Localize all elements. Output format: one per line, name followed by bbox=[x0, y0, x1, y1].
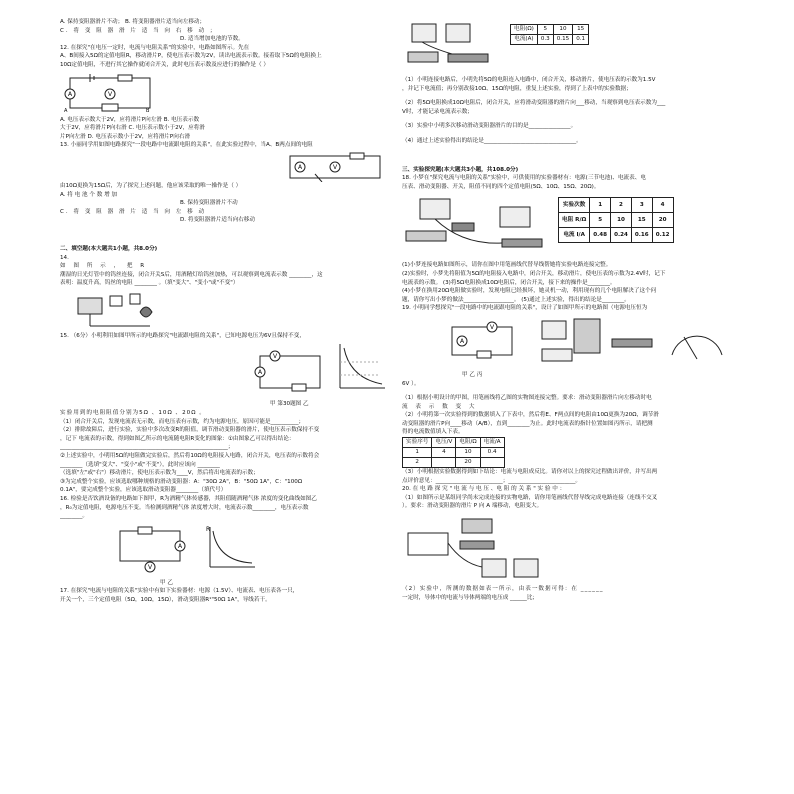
table-cell: 0.16 bbox=[631, 228, 652, 243]
text-line: （2）排除故障后，进行实验，实验中多次改变R的阻值，调节滑动变阻器的滑片，使电压表示数保持不变 bbox=[60, 427, 320, 434]
text-line: (4)小梦在换用20Ω电阻做实验时，发现电阻已经损坏，她灵机一动，利用现有的几个电阻解决了这个问 bbox=[402, 288, 657, 295]
table-cell: 0.15 bbox=[553, 35, 572, 45]
text-line: 表明：温度升高，钨丝的电阻 ________ 。（填"变大"、"变小"或"不变"） bbox=[60, 280, 239, 287]
table-cell: 0.24 bbox=[611, 228, 632, 243]
question-16: 16. 检验是否饮酒设备的电路如下图甲，R为酒精气体传感器，其阻值随酒精气体 浓度的变化曲线如图乙 bbox=[60, 496, 317, 502]
option-line: C. 将 变 阻 器 滑 片 适 当 向 左 移 动 bbox=[60, 208, 207, 215]
text-line: （2）将5Ω电阻换成10Ω电阻后，闭合开关，应将滑动变阻器的滑片向___移动，当观察到电压表示数为___ bbox=[402, 100, 666, 107]
svg-text:A: A bbox=[460, 337, 465, 345]
text-line: 电流表的示数。 (3)将5Ω电阻换成10Ω电阻后，闭合开关，接下来的操作是________。 bbox=[402, 279, 616, 286]
text-line: 10Ω定值电阻，不进行其它操作就闭合开关，此时电压表示数及应进行的操作是（ ） bbox=[60, 61, 269, 68]
table-cell: 0.48 bbox=[590, 228, 611, 243]
circuit-figures-q19 bbox=[402, 315, 732, 369]
table-cell: 电流(A) bbox=[511, 35, 538, 45]
table-cell: 电阻(Ω) bbox=[511, 25, 538, 35]
table-cell: 3 bbox=[631, 198, 652, 213]
text-line: （3）小明根据实验数据得到如下结论：电流与电阻成反比。请你对以上的探究过程做出评价，并写出两 bbox=[402, 469, 658, 476]
text-line: A. 保持变阻器滑片不动； B. 将变阻器滑片适当向左移动； bbox=[60, 19, 206, 25]
table-cell: 10 bbox=[611, 213, 632, 228]
text-line: 0.1A"，要完成整个实验，应该选取滑动变阻器________（填代号） bbox=[60, 487, 227, 494]
table-cell: 电流 I/A bbox=[559, 228, 590, 243]
text-line: ③为完成整个实验，应该选取哪种规格的滑动变阻器：A："30Ω 2A"，B："50Ω 1A"，C："100Ω bbox=[60, 478, 303, 485]
sensor-circuit-figure bbox=[60, 523, 260, 577]
text-line: A、B间接入5Ω的定值电阻R，移动滑片P，使电压表示数为2V，读出电流表示数。接着取下5Ω的电阻换上 bbox=[60, 53, 322, 60]
right-column bbox=[402, 18, 732, 602]
text-line: D. 适当增加电池的节数。 bbox=[180, 36, 244, 43]
table-cell: 2 bbox=[403, 458, 432, 468]
svg-text:V: V bbox=[273, 353, 278, 361]
table-cell: 4 bbox=[432, 448, 456, 458]
svg-text:V: V bbox=[108, 90, 113, 98]
figure-caption: 甲 乙 bbox=[160, 579, 173, 586]
option-line: B. 保持变阻器滑片不动 bbox=[180, 200, 238, 207]
svg-text:V: V bbox=[148, 563, 153, 571]
text-line: 题，请你写出小梦的做法__________________。 (5)通过上述实验，得出的结论是________。 bbox=[402, 296, 630, 303]
table-cell bbox=[480, 458, 504, 468]
text-line: ，记下 电流表的示数，得到如图乙所示的电流随电阻R变化的图象：①由图象乙可以得出结论： bbox=[60, 435, 295, 442]
apparatus-figure-q18 bbox=[402, 193, 552, 261]
text-line: 压表、滑动变阻器、开关，阻值不同的四个定值电阻(5Ω、10Ω、15Ω、20Ω)。 bbox=[402, 183, 600, 190]
text-line: 6V ）。 bbox=[402, 380, 420, 387]
table-cell: 5 bbox=[590, 213, 611, 228]
question-13: 13. 小丽同学用如图电路探究"一段电路中电流跟电阻的关系"，在此实验过程中，当A、B两点间的电阻 bbox=[60, 142, 313, 149]
svg-text:A: A bbox=[68, 90, 73, 98]
table-cell: 5 bbox=[537, 25, 553, 35]
text-line: （选填"左"或"右"）移动滑片，使电压表示数为____V，然后将出电流表的示数； bbox=[60, 470, 259, 477]
question-14: 14. bbox=[60, 254, 69, 261]
data-table-1 bbox=[510, 24, 589, 45]
figure-row bbox=[402, 18, 732, 76]
data-table-2 bbox=[558, 197, 674, 243]
circuit-figure-q13 bbox=[60, 150, 390, 182]
question-18: 18. 小梦在"探究电流与电阻的关系"实验中，可供使用的实验器材有：电源(三节电池)、电流表、电 bbox=[402, 175, 646, 182]
table-cell: 2 bbox=[611, 198, 632, 213]
table-cell: 0.3 bbox=[537, 35, 553, 45]
svg-text:A: A bbox=[64, 107, 68, 114]
text-line: 开关一个，三个定值电阻（5Ω，10Ω，15Ω），滑动变阻器R¹"50Ω 1A"，导线若干。 bbox=[60, 596, 271, 603]
option-line: 片P向左滑 D. 电压表示数小于2V，应将滑片P向右滑 bbox=[60, 133, 191, 140]
text-line: ）。要求：滑动变阻器的滑片 P 向 A 端移动，电阻变大。 bbox=[402, 503, 543, 510]
text-line: （1）如图所示是某组同学尚未完成连接的实物电路，请你用笔画线代替导线完成电路连接（连线不交叉 bbox=[402, 494, 658, 501]
text-line: (1)小梦连接电路如图所示，请你在图中用笔画线代替导线帮她将实验电路连接完整。 bbox=[402, 262, 612, 269]
question-17: 17. 在探究"电流与电阻的关系"实验中有如下实验器材：电源（1.5V）、电流表、电压表各一只， bbox=[60, 588, 299, 595]
option-line: D. 将变阻器滑片适当向右移动 bbox=[180, 217, 255, 224]
table-cell: 0.12 bbox=[652, 228, 673, 243]
text-line: ②上述实验中，小明用5Ω的电阻做完实验后，然后将10Ω的电阻接入电路，闭合开关，电压表的示数将会 bbox=[60, 453, 320, 460]
svg-text:A: A bbox=[258, 369, 263, 377]
table-cell: 0.1 bbox=[573, 35, 589, 45]
svg-text:A: A bbox=[178, 542, 183, 550]
text-line: 动变阻器的滑片P向____移动（A/B），直到________为止。此时电流表的指针位置如图丙所示，请把测 bbox=[402, 420, 653, 427]
table-cell: 4 bbox=[652, 198, 673, 213]
text-line: ____________________________________________________________； bbox=[60, 444, 234, 451]
text-line: ，R₀为定值电阻，电源电压不变。当检测到酒精气体 浓度增大时，电流表示数________，电压表示数 bbox=[60, 504, 309, 511]
question-20: 20. 在 电 路 探 究 " 电 流 与 电 压 、电 阻 的 关 系 " 实 验 中 ： bbox=[402, 486, 566, 493]
text-line: 实验用到的电阻阻值分别为5Ω 、10Ω 、20Ω 。 bbox=[60, 410, 206, 417]
section-heading: 二、填空题(本大题共1小题，共8.0分) bbox=[60, 245, 158, 252]
text-line: （1）根据小明设计的甲图，用笔画线将乙图的实物图连接完整。要求：滑动变阻器滑片向左移动时电 bbox=[402, 395, 652, 402]
table-cell: 实验序号 bbox=[403, 438, 432, 448]
text-line: ________（选填"变大"、"变小"或"不变"），此时应该向 ________ bbox=[60, 461, 220, 468]
text-line: 得的电流数值填入下表。 bbox=[402, 429, 464, 436]
table-cell: 电压/V bbox=[432, 438, 456, 448]
text-line: （3）实验中小明多次移动滑动变阻器滑片的目的是_______________。 bbox=[402, 123, 577, 130]
text-line: 点评价意见：________________________；________________________。 bbox=[402, 477, 582, 484]
text-line: (2)实验时，小梦先将阻值为5Ω的电阻接入电路中，闭合开关，移动滑片，使电压表的示数为2.4V时，记下 bbox=[402, 270, 666, 277]
table-cell: 15 bbox=[573, 25, 589, 35]
text-line: （2）小明将第一次实验得到的数据填入了下表中，然后将E、F两点间的电阻由10Ω更换为20Ω，调节滑 bbox=[402, 412, 659, 419]
svg-text:B: B bbox=[146, 107, 150, 114]
table-cell: 20 bbox=[652, 213, 673, 228]
table-cell: 电阻 R/Ω bbox=[559, 213, 590, 228]
text-line: 如 图 所 示 ， 把 R bbox=[60, 263, 148, 270]
text-line: C. 将 变 阻 器 滑 片 适 当 向 右 移 动 ； bbox=[60, 27, 218, 34]
text-line: 潮湿的日光灯管中的钨丝连接，闭合开关S后，用酒精灯给钨丝加热，可以观察到电流表示数 ________，这 bbox=[60, 271, 323, 278]
table-cell: 0.4 bbox=[480, 448, 504, 458]
table-cell: 电阻/Ω bbox=[456, 438, 480, 448]
lamp-circuit-figure bbox=[60, 290, 180, 330]
section-heading: 三、实验探究题(本大题共3小题，共108.0分) bbox=[402, 166, 519, 173]
text-line: （1）闭合开关后，发现电流表无示数，而电压表有示数，约为电源电压，原因可能是__________； bbox=[60, 418, 305, 425]
text-line: ，并记下电流值；再分别改接10Ω、15Ω的电阻，重复上述实验，得到了上表中的实验数据； bbox=[402, 85, 632, 92]
svg-text:R: R bbox=[206, 525, 211, 533]
table-cell: 电流/A bbox=[480, 438, 504, 448]
figure-caption: 甲 乙 丙 bbox=[462, 371, 483, 378]
question-19: 19. 小明同学想探究"一段电路中的电流跟电阻的关系"，设计了如图甲所示的电路图（电源电压恒为 bbox=[402, 305, 648, 312]
table-cell: 1 bbox=[590, 198, 611, 213]
data-table-3 bbox=[402, 437, 505, 468]
text-line: 由10Ω更换为15Ω后，为了探究上述问题，他应该采取的唯一操作是（ ） bbox=[60, 182, 242, 189]
question-12: 12. 在探究"在电压一定时，电流与电阻关系"的实验中，电路如图所示。先在 bbox=[60, 44, 250, 51]
question-15: 15. （6分）小明利用如图甲所示的电路探究"电流跟电阻的关系"，已知电源电压为6V且保持不变， bbox=[60, 332, 305, 339]
option-line: A. 电压表示数大于2V，应将滑片P向左滑 B. 电压表示数 bbox=[60, 116, 200, 123]
apparatus-figure-q20 bbox=[402, 513, 552, 583]
text-line: （4）通过上述实验得出的结论是_________________________________。 bbox=[402, 137, 582, 144]
option-line: 大于2V，应将滑片P向右滑 C. 电压表示数小于2V，应将滑 bbox=[60, 125, 205, 132]
text-line: 流 表 示 数 变 大 bbox=[402, 403, 478, 410]
text-line: ________。 bbox=[60, 513, 88, 520]
table-cell: 10 bbox=[456, 448, 480, 458]
table-cell: 10 bbox=[553, 25, 572, 35]
option-line: A. 将 电 池 个 数 增 加 bbox=[60, 191, 118, 198]
apparatus-figure bbox=[402, 18, 500, 74]
text-line: 一定时，导体中的电流与导体两端的电压成 ______比； bbox=[402, 594, 539, 601]
left-column bbox=[60, 18, 390, 605]
table-cell: 20 bbox=[456, 458, 480, 468]
table-cell: 实验次数 bbox=[559, 198, 590, 213]
figure-row bbox=[402, 191, 732, 261]
circuit-figure-q12 bbox=[60, 72, 160, 114]
circuit-and-graph-q15 bbox=[60, 342, 390, 398]
table-cell: 15 bbox=[631, 213, 652, 228]
text-line: （1）小明连接电路后，小明先将5Ω的电阻连入电路中，闭合开关，移动滑片，使电压表的示数为1.5V bbox=[402, 77, 656, 83]
svg-text:A: A bbox=[298, 163, 303, 171]
text-line: （2）实验中，所测的数据如表一所示，由表一数据可得：在 ______ bbox=[402, 586, 604, 593]
table-cell: 1 bbox=[403, 448, 432, 458]
figure-caption: 甲 第30题图 乙 bbox=[270, 401, 309, 408]
svg-text:V: V bbox=[490, 323, 495, 331]
text-line: V时，才能记录电流表示数； bbox=[402, 108, 473, 115]
table-cell bbox=[432, 458, 456, 468]
svg-text:V: V bbox=[333, 163, 338, 171]
